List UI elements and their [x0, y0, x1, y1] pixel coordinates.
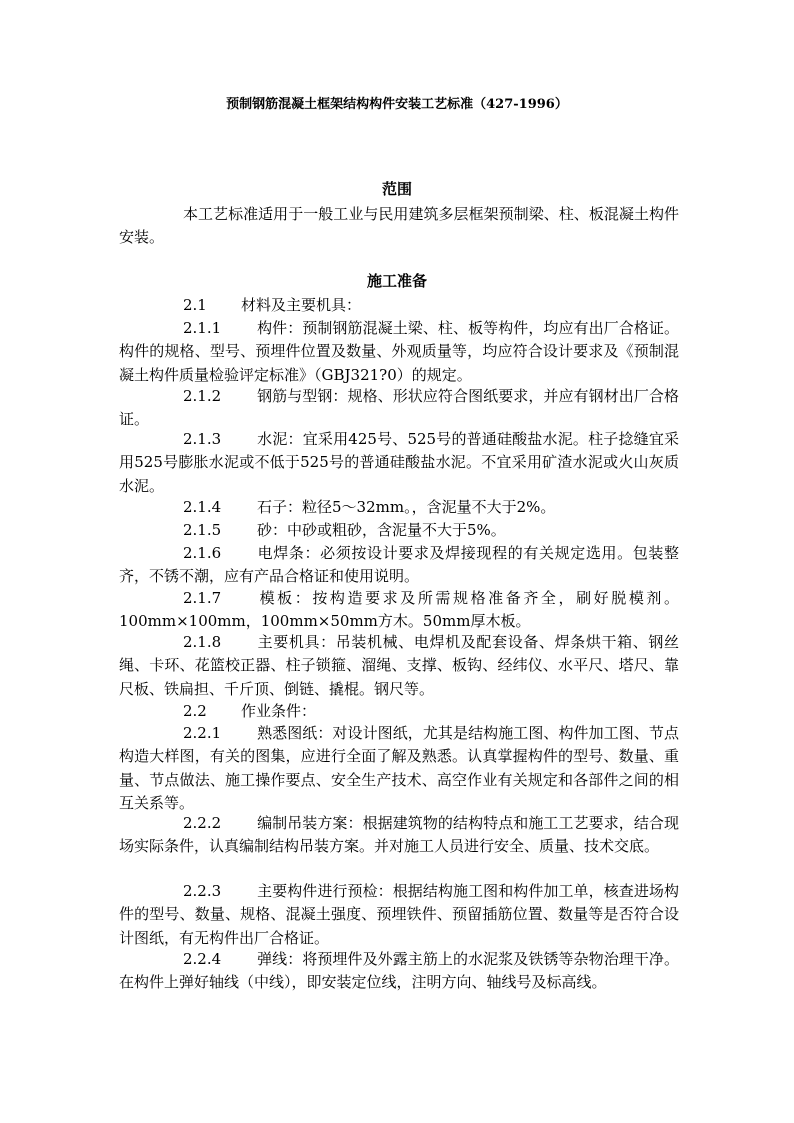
clause-number: 2.2 [183, 702, 207, 720]
paragraph-2-1-5 [119, 519, 679, 542]
paragraph-text: 本工艺标准适用于一般工业与民用建筑多层框架预制梁、柱、板混凝土构件安装。 [119, 205, 679, 247]
clause-number: 2.1 [183, 296, 207, 314]
section-heading-scope: 范围 [381, 180, 412, 198]
paragraph-text: 钢筋与型钢：规格、形状应符合图纸要求，并应有钢材出厂合格证。 [119, 387, 679, 429]
paragraph-text: 构件：预制钢筋混凝土梁、柱、板等构件，均应有出厂合格证。构件的规格、型号、预埋件位置及数量、外观质量等，均应符合设计要求及《预制混凝土构件质量检验评定标准》（GBJ321?0）的规定。 [119, 319, 679, 384]
clause-number: 2.1.4 [183, 498, 222, 516]
clause-number: 2.1.2 [183, 387, 222, 405]
clause-number: 2.1.3 [183, 430, 222, 448]
paragraph-text: 作业条件： [241, 702, 317, 720]
paragraph-2-1-1 [119, 317, 679, 387]
paragraph-2-1-2 [119, 385, 679, 432]
paragraph-2-2-4 [119, 948, 679, 995]
paragraph-text: 模板：按构造要求及所需规格准备齐全，刷好脱模剂。100mm×100mm，100mm×50mm方木。50mm厚木板。 [119, 589, 679, 631]
clause-number: 2.1.5 [183, 521, 222, 539]
paragraph-text: 砂：中砂或粗砂，含泥量不大于5%。 [257, 521, 506, 539]
clause-number: 2.1.6 [183, 544, 222, 562]
paragraph-2-2-1 [119, 722, 679, 816]
clause-number: 2.2.4 [183, 950, 222, 968]
paragraph-scope [119, 203, 679, 250]
clause-number: 2.1.1 [183, 319, 222, 337]
paragraph-2-1-4 [119, 496, 679, 519]
paragraph-text: 石子：粒径5～32mm。，含泥量不大于2%。 [257, 498, 556, 516]
paragraph-2-1-7 [119, 587, 679, 634]
paragraph-2-1-3 [119, 428, 679, 498]
paragraph-text: 主要构件进行预检：根据结构施工图和构件加工单，核查进场构件的型号、数量、规格、混凝土强度、预埋铁件、预留插筋位置、数量等是否符合设计图纸，有无构件出厂合格证。 [119, 882, 679, 947]
paragraph-text: 编制吊装方案：根据建筑物的结构特点和施工工艺要求，结合现场实际条件，认真编制结构吊装方案。并对施工人员进行安全、质量、技术交底。 [119, 814, 679, 856]
paragraph-text: 水泥：宜采用425号、525号的普通硅酸盐水泥。柱子捻缝宜采用525号膨胀水泥或不低于525号的普通硅酸盐水泥。不宜采用矿渣水泥或火山灰质水泥。 [119, 430, 679, 495]
paragraph-2-1-6 [119, 542, 679, 589]
paragraph-2-1-8 [119, 631, 679, 701]
document-title: 预制钢筋混凝土框架结构构件安装工艺标准（427-1996） [226, 97, 568, 112]
clause-number: 2.2.1 [183, 724, 222, 742]
clause-number: 2.2.3 [183, 882, 222, 900]
clause-number: 2.2.2 [183, 814, 222, 832]
paragraph-text: 弹线：将预埋件及外露主筋上的水泥浆及铁锈等杂物治理干净。在构件上弹好轴线（中线），即安装定位线，注明方向、轴线号及标高线。 [119, 950, 679, 992]
paragraph-2-2-3 [119, 880, 679, 950]
clause-number: 2.1.7 [183, 589, 222, 607]
paragraph-2-2-2 [119, 812, 679, 859]
paragraph-2-2 [119, 700, 679, 723]
section-heading-preparation: 施工准备 [366, 272, 427, 290]
paragraph-2-1 [119, 294, 679, 317]
paragraph-text: 电焊条：必须按设计要求及焊接现程的有关规定选用。包装整齐，不锈不潮，应有产品合格证和使用说明。 [119, 544, 679, 586]
paragraph-text: 熟悉图纸：对设计图纸，尤其是结构施工图、构件加工图、节点构造大样图，有关的图集，应进行全面了解及熟悉。认真掌握构件的型号、数量、重量、节点做法、施工操作要点、安全生产技术、高空作业有关规定和各部件之间的相互关系等。 [119, 724, 679, 813]
clause-number: 2.1.8 [183, 633, 222, 651]
paragraph-text: 材料及主要机具： [241, 296, 362, 314]
paragraph-text: 主要机具：吊装机械、电焊机及配套设备、焊条烘干箱、钢丝绳、卡环、花篮校正器、柱子锁箍、溜绳、支撑、板钩、经纬仪、水平尺、塔尺、靠尺板、铁扁担、千斤顶、倒链、撬棍。钢尺等。 [119, 633, 679, 698]
